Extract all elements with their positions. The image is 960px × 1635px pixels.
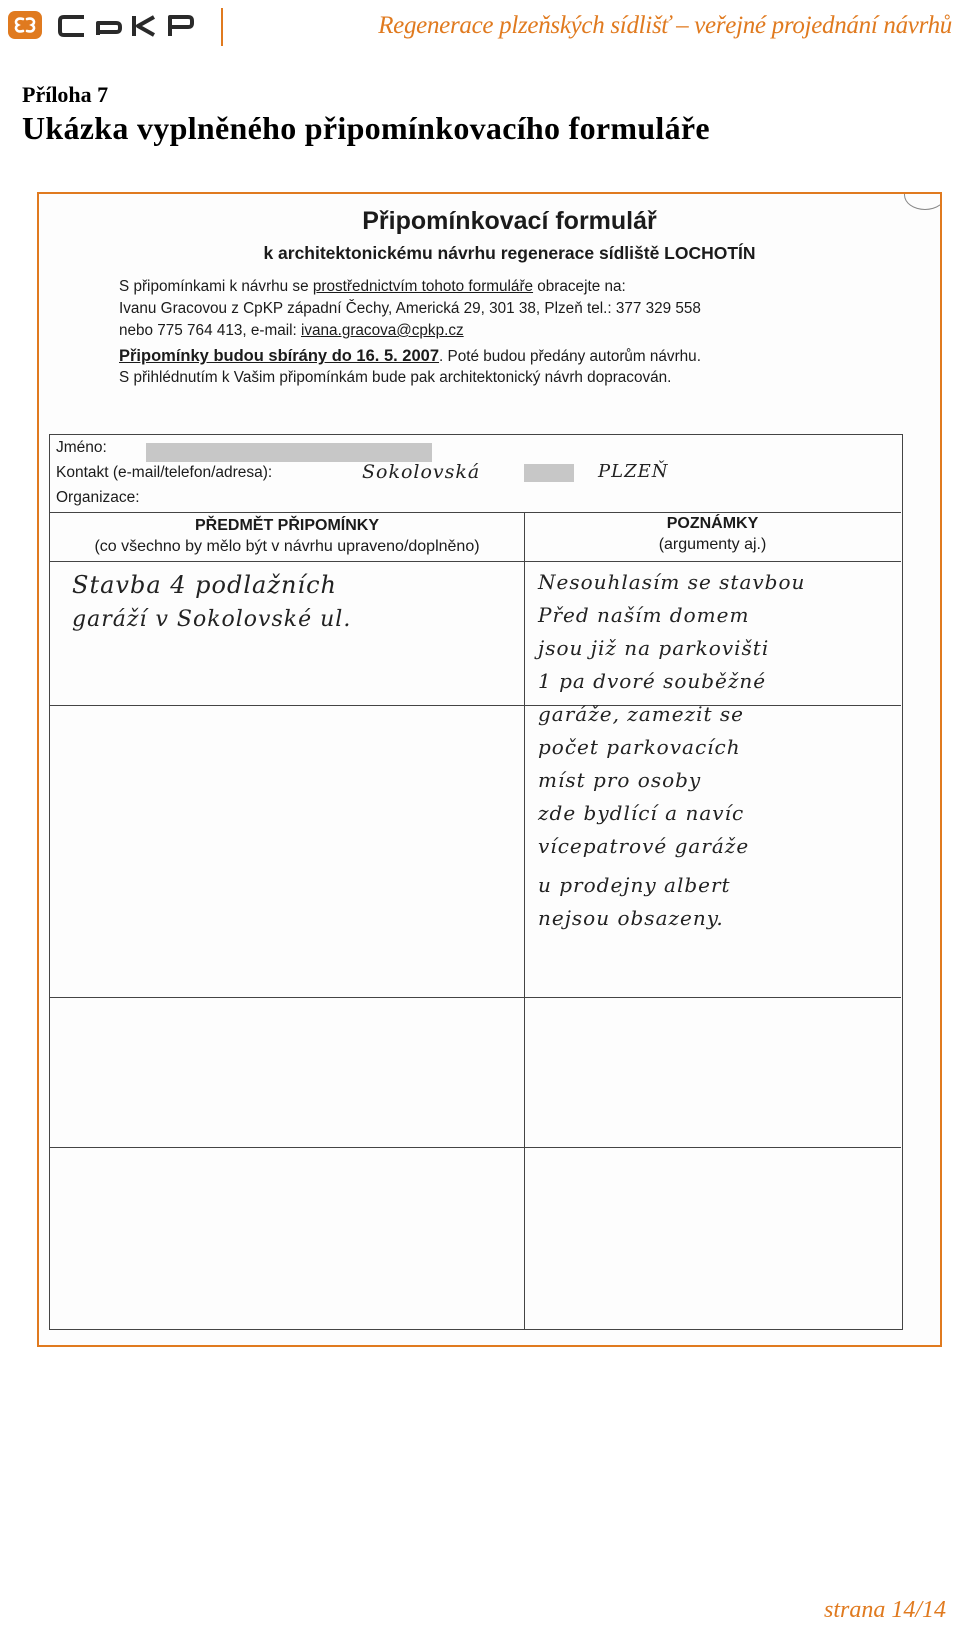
notes-handwritten-line: Před naším domem: [538, 603, 750, 627]
comment-form-table: [49, 434, 903, 1330]
header-divider: [221, 8, 223, 46]
instruction-text: . Poté budou předány autorům návrhu.: [439, 348, 701, 365]
instruction-line-3: [119, 322, 464, 340]
form-title: Připomínkovací formulář: [362, 207, 657, 235]
appendix-title: Ukázka vyplněného připomínkovacího formuláře: [22, 110, 710, 146]
cpkp-logo-icon: [8, 11, 42, 39]
redacted-house-number: [524, 464, 574, 482]
notes-handwritten-line: 1 pa dvoré souběžné: [538, 669, 767, 693]
table-divider: [50, 512, 901, 513]
subject-column-subtitle: (co všechno by mělo být v návrhu upraveno/doplněno): [94, 538, 480, 555]
contact-label: Kontakt (e-mail/telefon/adresa):: [56, 464, 273, 481]
instruction-text-underlined: prostřednictvím tohoto formuláře: [312, 278, 534, 295]
notes-handwritten-line: počet parkovacích: [538, 735, 741, 759]
notes-handwritten-line: vícepatrové garáže: [538, 834, 750, 858]
instruction-line-5: S přihlédnutím k Vašim připomínkám bude pak architektonický návrh dopracován.: [119, 369, 672, 386]
scanned-form-image: [37, 192, 942, 1347]
page-number: strana 14/14: [823, 1597, 946, 1623]
header-title: Regenerace plzeňských sídlišť – veřejné projednání návrhů: [378, 12, 952, 39]
redacted-name: [146, 443, 432, 462]
notes-handwritten-line: u prodejny albert: [538, 873, 731, 897]
notes-column-title: POZNÁMKY: [666, 515, 759, 532]
column-divider: [524, 512, 525, 1329]
instruction-line-4: [119, 347, 701, 366]
organization-label: Organizace:: [56, 489, 140, 506]
contact-city-handwritten: PLZEŇ: [598, 461, 669, 482]
contact-email: ivana.gracova@cpkp.cz: [301, 322, 464, 339]
notes-handwritten-line: garáže, zamezit se: [538, 702, 744, 726]
notes-column-subtitle: (argumenty aj.): [658, 536, 767, 553]
table-divider: [50, 705, 901, 706]
subject-handwritten-line: Stavba 4 podlažních: [72, 571, 337, 599]
subject-handwritten-line: garáží v Sokolovské ul.: [72, 607, 352, 632]
notes-handwritten-line: Nesouhlasím se stavbou: [538, 570, 806, 594]
name-label: Jméno:: [56, 439, 107, 456]
instruction-line-2: Ivanu Gracovou z CpKP západní Čechy, Americká 29, 301 38, Plzeň tel.: 377 329 558: [119, 300, 701, 317]
notes-handwritten-line: míst pro osoby: [538, 768, 702, 792]
form-subtitle: k architektonickému návrhu regenerace sídliště LOCHOTÍN: [263, 243, 756, 263]
contact-street-handwritten: Sokolovská: [362, 461, 481, 483]
table-divider: [50, 1147, 901, 1148]
cpkp-wordmark-svg: [58, 14, 208, 38]
instruction-text: obracejte na:: [533, 278, 626, 295]
instruction-text: nebo 775 764 413, e-mail:: [119, 322, 301, 339]
subject-column-title: PŘEDMĚT PŘIPOMÍNKY: [194, 517, 379, 534]
deadline-text: Připomínky budou sbírány do 16. 5. 2007: [119, 347, 440, 365]
instruction-text: S připomínkami k návrhu se: [119, 278, 313, 295]
notes-handwritten-line: zde bydlící a navíc: [538, 801, 745, 825]
notes-handwritten-line: jsou již na parkovišti: [538, 636, 770, 660]
cpkp-logo-wordmark: [58, 14, 208, 38]
instruction-line-1: [119, 278, 626, 296]
table-divider: [50, 561, 901, 562]
notes-handwritten-line: nejsou obsazeny.: [538, 906, 724, 930]
table-divider: [50, 997, 901, 998]
appendix-label: Příloha 7: [22, 82, 109, 107]
